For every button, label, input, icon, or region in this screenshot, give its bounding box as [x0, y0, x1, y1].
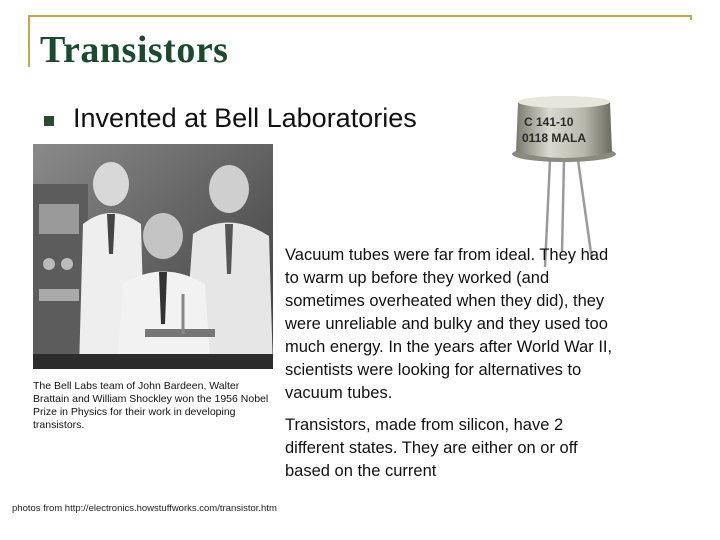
transistor-photo: [512, 92, 616, 267]
slide-title: Transistors: [40, 29, 229, 71]
photo-credit: photos from http://electronics.howstuffworks.com/transistor.htm: [12, 503, 277, 514]
slide-frame-right-tick: [690, 15, 692, 20]
slide-frame-top-line: [28, 15, 692, 17]
paragraph-vacuum-tubes: Vacuum tubes were far from ideal. They had to warm up before they worked (and sometimes overheated when they did), they were unreliable and bulky and they used too much energy. In the years after World War II, scientists were looking for alternatives to vacuum tubes.: [285, 246, 613, 402]
photo-caption: The Bell Labs team of John Bardeen, Walter Brattain and William Shockley won the 1956 Nobel Prize in Physics for their work in developing transistors.: [33, 380, 269, 431]
bell-labs-team-photo: [33, 144, 273, 369]
transistor-marking-1: C 141-10: [524, 115, 574, 129]
bullet-square-icon: [44, 116, 54, 126]
transistor-marking-2: 0118 MALA: [522, 131, 587, 145]
paragraph-transistors: Transistors, made from silicon, have 2 different states. They are either on or off based on the current: [285, 416, 578, 480]
bullet-text: Invented at Bell Laboratories: [73, 103, 417, 133]
slide-frame-left-line: [28, 15, 30, 67]
